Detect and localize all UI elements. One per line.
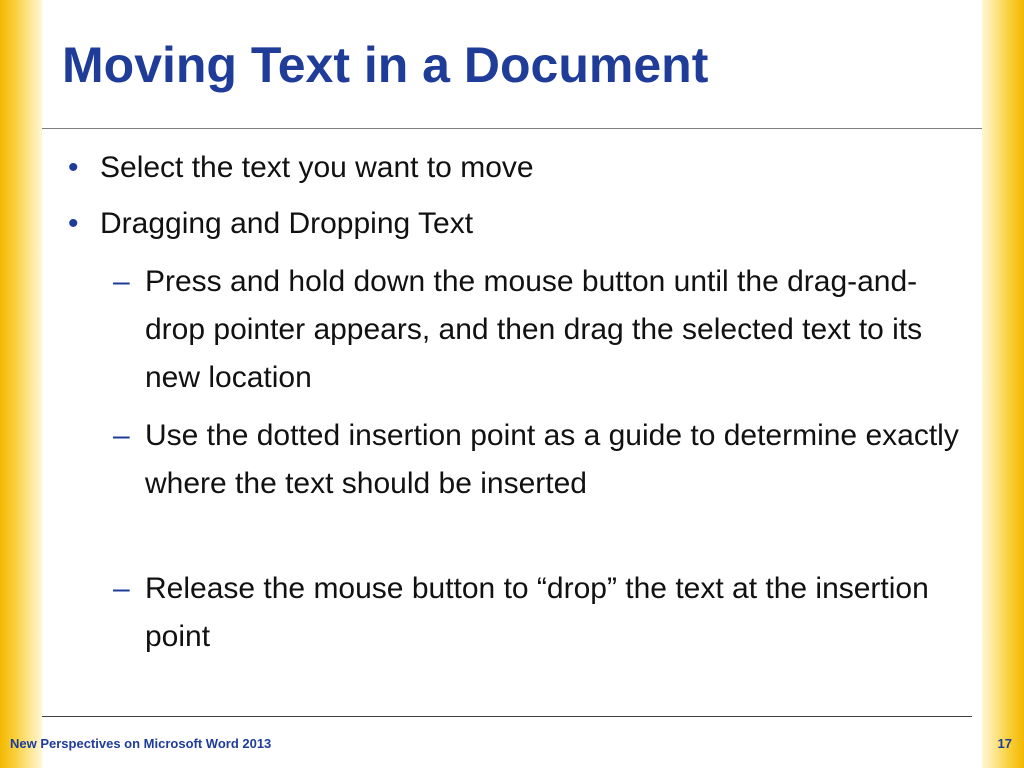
bullet-text: Select the text you want to move: [100, 151, 534, 184]
right-gradient-border: [982, 0, 1024, 768]
dash-marker: –: [113, 419, 130, 452]
bullet-item: [68, 144, 534, 192]
left-gradient-border: [0, 0, 42, 768]
slide-title: Moving Text in a Document: [62, 37, 709, 93]
bullet-marker: •: [68, 151, 79, 184]
footer-divider: [42, 716, 972, 717]
bullet-text: Dragging and Dropping Text: [100, 207, 474, 240]
title-divider: [42, 128, 982, 129]
bullet-item: [68, 200, 473, 248]
sub-bullet-text: Press and hold down the mouse button until the drag-and-drop pointer appears, and then drag the selected text to its new location: [145, 265, 923, 394]
dash-marker: –: [113, 265, 130, 298]
page-number: 17: [997, 736, 1012, 751]
sub-bullet-text: Use the dotted insertion point as a guide to determine exactly where the text should be inserted: [145, 419, 959, 500]
sub-bullet-item: [113, 258, 963, 402]
dash-marker: –: [113, 572, 130, 605]
bullet-marker: •: [68, 207, 79, 240]
footer-title: New Perspectives on Microsoft Word 2013: [10, 736, 272, 751]
sub-bullet-text: Release the mouse button to “drop” the text at the insertion point: [145, 572, 929, 653]
sub-bullet-item: [113, 565, 963, 661]
sub-bullet-item: [113, 412, 963, 508]
